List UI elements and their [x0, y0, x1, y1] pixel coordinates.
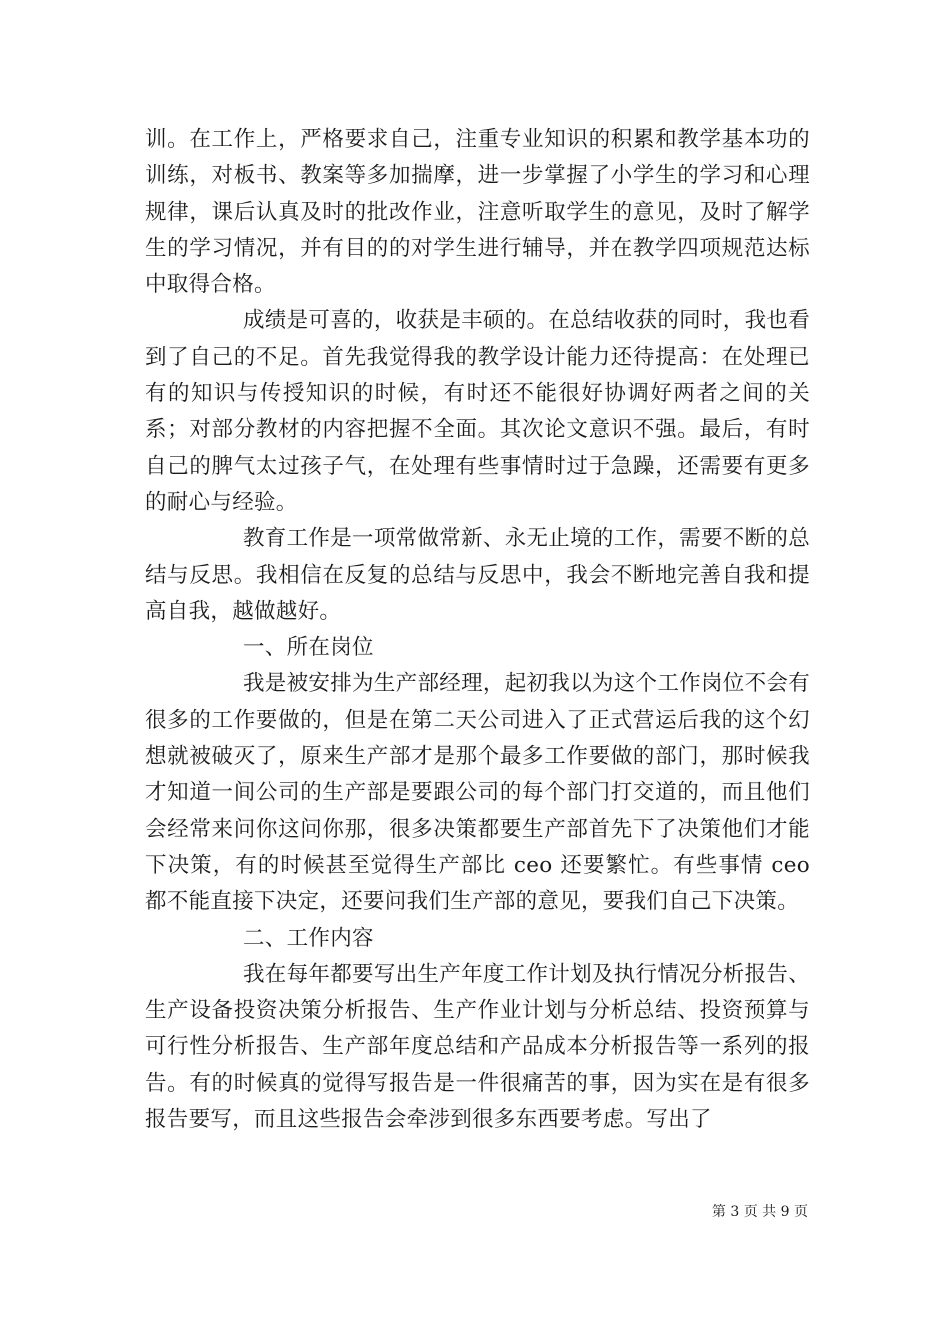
paragraph-3: 教育工作是一项常做常新、永无止境的工作，需要不断的总结与反思。我相信在反复的总结与反思中，我会不断地完善自我和提高自我，越做越好。 — [145, 526, 810, 624]
paragraph-4: 我是被安排为生产部经理，起初我以为这个工作岗位不会有很多的工作要做的，但是在第二天公司进入了正式营运后我的这个幻想就被破灭了，原来生产部才是那个最多工作要做的部门，那时候我才知道一间公司的生产部是要跟公司的每个部门打交道的，而且他们会经常来问你这问你那，很多决策都要生产部首先下了决策他们才能下决策，有的时候甚至觉得生产部比 ceo 还要繁忙。有些事情 ceo 都不能直接下决定，还要问我们生产部的意见，要我们自己下决策。 — [145, 671, 810, 915]
paragraph-5: 我在每年都要写出生产年度工作计划及执行情况分析报告、生产设备投资决策分析报告、生产作业计划与分析总结、投资预算与可行性分析报告、生产部年度总结和产品成本分析报告等一系列的报告。有的时候真的觉得写报告是一件很痛苦的事，因为实在是有很多报告要写，而且这些报告会牵涉到很多东西要考虑。写出了 — [145, 961, 810, 1133]
paragraph-2: 成绩是可喜的，收获是丰硕的。在总结收获的同时，我也看到了自己的不足。首先我觉得我的教学设计能力还待提高：在处理已有的知识与传授知识的时候，有时还不能很好协调好两者之间的关系；对部分教材的内容把握不全面。其次论文意识不强。最后，有时自己的脾气太过孩子气，在处理有些事情时过于急躁，还需要有更多的耐心与经验。 — [145, 308, 810, 515]
document-body — [145, 122, 810, 1138]
paragraph-1: 训。在工作上，严格要求自己，注重专业知识的积累和教学基本功的训练，对板书、教案等多加揣摩，进一步掌握了小学生的学习和心理规律，课后认真及时的批改作业，注意听取学生的意见，及时了解学生的学习情况，并有目的的对学生进行辅导，并在教学四项规范达标中取得合格。 — [145, 127, 810, 298]
section-heading-1: 一、所在岗位 — [243, 635, 374, 661]
section-heading-2: 二、工作内容 — [243, 925, 374, 951]
page-number-footer: 第 3 页 共 9 页 — [711, 1204, 808, 1220]
